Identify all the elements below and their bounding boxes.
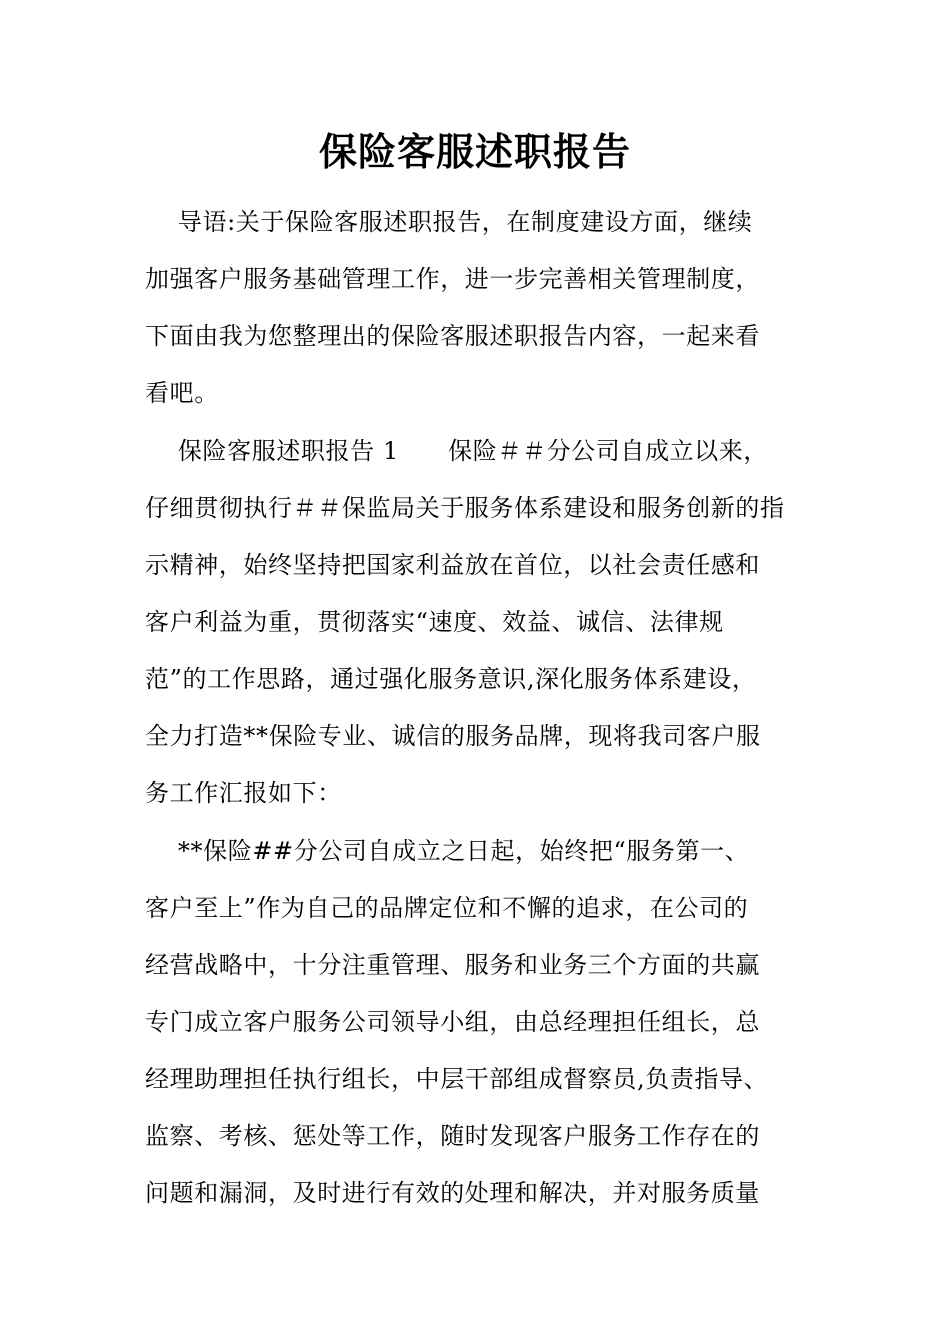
body-line: **保险##分公司自成立之日起，始终把“服务第一、 — [145, 837, 750, 865]
body-line: 保险客服述职报告 1 保险＃＃分公司自成立以来， — [145, 437, 768, 465]
body-line: 问题和漏洞，及时进行有效的处理和解决，并对服务质量 — [145, 1179, 760, 1207]
body-line: 专门成立客户服务公司领导小组，由总经理担任组长，总 — [145, 1008, 760, 1036]
body-line: 务工作汇报如下： — [145, 779, 342, 807]
body-line: 客户利益为重，贯彻落实“速度、效益、诚信、法律规 — [145, 608, 724, 636]
body-line: 范”的工作思路，通过强化服务意识,深化服务体系建设， — [145, 665, 757, 693]
body-line: 仔细贯彻执行＃＃保监局关于服务体系建设和服务创新的指 — [145, 494, 785, 522]
body-line: 示精神，始终坚持把国家利益放在首位，以社会责任感和 — [145, 551, 760, 579]
body-line: 监察、考核、惩处等工作，随时发现客户服务工作存在的 — [145, 1122, 760, 1150]
body-line: 下面由我为您整理出的保险客服述职报告内容，一起来看 — [145, 322, 760, 350]
body-line: 全力打造**保险专业、诚信的服务品牌，现将我司客户服 — [145, 722, 761, 750]
body-line: 导语:关于保险客服述职报告，在制度建设方面，继续 — [145, 208, 753, 236]
document-title: 保险客服述职报告 — [318, 130, 631, 174]
body-line: 客户至上”作为自己的品牌定位和不懈的追求，在公司的 — [145, 894, 749, 922]
body-line: 看吧。 — [145, 379, 219, 407]
body-line: 经理助理担任执行组长，中层干部组成督察员,负责指导、 — [145, 1065, 769, 1093]
body-line: 加强客户服务基础管理工作，进一步完善相关管理制度， — [145, 265, 760, 293]
body-line: 经营战略中，十分注重管理、服务和业务三个方面的共赢 — [145, 951, 760, 979]
